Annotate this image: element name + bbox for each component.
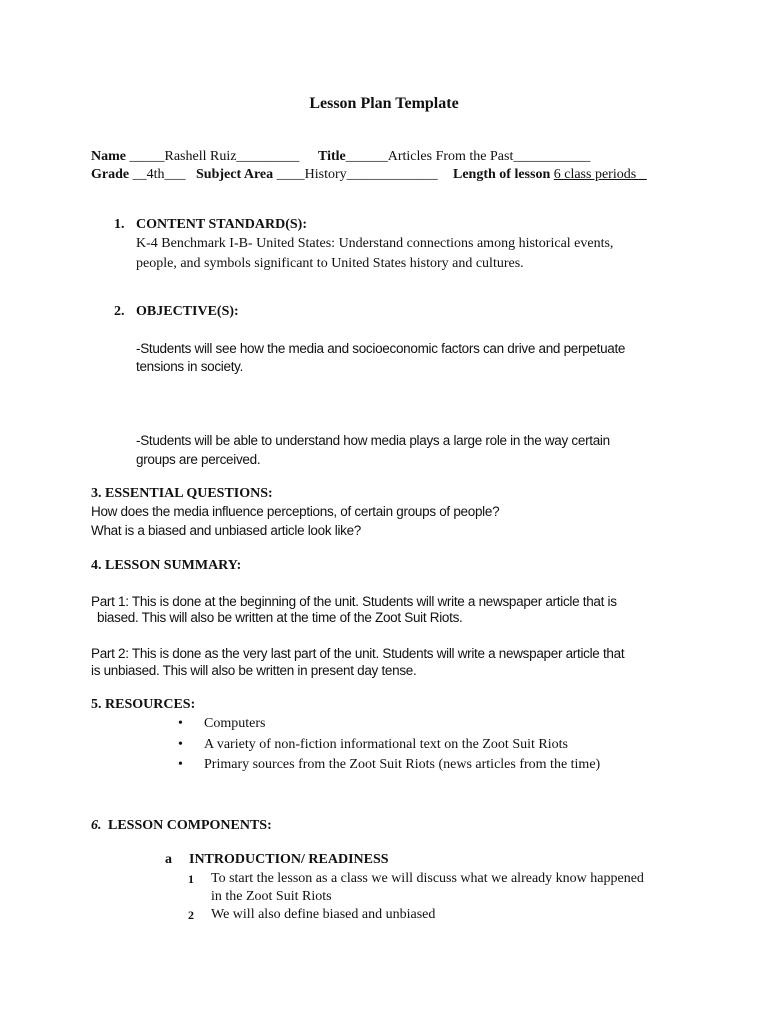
question-1: How does the media influence perceptions, of certain groups of people? [91,504,500,519]
length-value: 6 class periods _ [553,167,647,182]
length-row [453,167,647,183]
page-title: Lesson Plan Template [309,95,459,112]
objective-2-line-1: -Students will be able to understand how media plays a large role in the way certain [136,433,610,448]
bullet-icon: • [178,757,183,772]
step-number: 2 [188,908,194,922]
summary-part-2-line-2: is unbiased. This will also be written in present day tense. [91,663,417,678]
step-2-line-1: We will also define biased and unbiased [211,907,436,922]
bullet-icon: • [178,716,183,731]
title-label: Title [318,149,346,164]
section-5-heading: 5. RESOURCES: [91,697,196,712]
step-1-line-2: in the Zoot Suit Riots [211,889,332,904]
grade-row [91,167,186,183]
question-2: What is a biased and unbiased article look like? [91,523,362,538]
grade-value: __4th___ [132,167,186,182]
grade-label: Grade [91,167,130,182]
section-6-heading: LESSON COMPONENTS: [108,818,272,833]
section-4-heading: 4. LESSON SUMMARY: [91,558,242,573]
section-1-number: 1. [114,217,125,232]
subject-value: ____History_____________ [276,167,438,182]
title-row [318,149,590,165]
section-1-line-1: K-4 Benchmark I-B- United States: Understand connections among historical events, [136,236,614,251]
summary-part-1-line-2: biased. This will also be written at the time of the Zoot Suit Riots. [97,610,463,625]
resource-item: Primary sources from the Zoot Suit Riots (news articles from the time) [204,757,601,772]
bullet-icon: • [178,737,183,752]
section-2-heading: OBJECTIVE(S): [136,304,239,319]
title-value: ______Articles From the Past___________ [345,149,591,164]
section-3-heading: 3. ESSENTIAL QUESTIONS: [91,486,273,501]
section-1-line-2: people, and symbols significant to United States history and cultures. [136,256,524,271]
objective-2-line-2: groups are perceived. [136,452,261,467]
objective-1-line-2: tensions in society. [136,359,244,374]
length-label: Length of lesson [453,167,551,182]
subsection-letter: a [165,852,172,867]
section-1-heading: CONTENT STANDARD(S): [136,217,308,232]
step-1-line-1: To start the lesson as a class we will discuss what we already know happened [211,871,644,886]
subject-label: Subject Area [196,167,274,182]
name-value: _____Rashell Ruiz_________ [129,149,300,164]
objective-1-line-1: -Students will see how the media and socioeconomic factors can drive and perpetuate [136,341,626,356]
section-2-number: 2. [114,304,125,319]
step-number: 1 [188,872,194,886]
summary-part-2-line-1: Part 2: This is done as the very last part of the unit. Students will write a newspaper article that [91,646,625,661]
summary-part-1-line-1: Part 1: This is done at the beginning of the unit. Students will write a newspaper article that is [91,594,617,609]
resource-item: A variety of non-fiction informational text on the Zoot Suit Riots [204,737,568,752]
name-row [91,149,299,165]
section-6-number: 6. [91,818,102,833]
subject-row [196,167,438,183]
subsection-heading: INTRODUCTION/ READINESS [189,852,389,867]
name-label: Name [91,149,126,164]
resource-item: Computers [204,716,266,731]
